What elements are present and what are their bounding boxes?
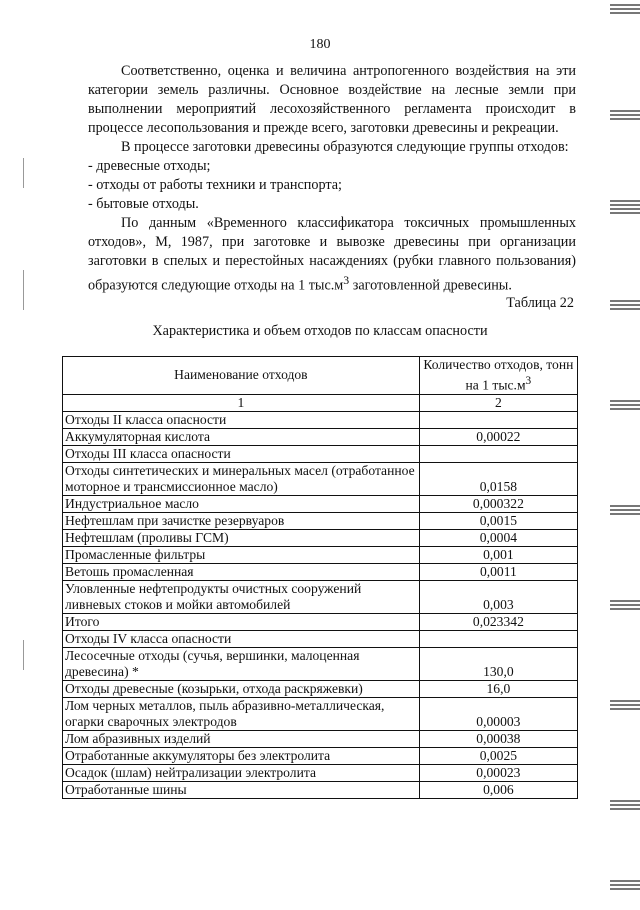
column-number: 1: [63, 394, 420, 411]
waste-quantity-cell: 0,0025: [419, 747, 577, 764]
scan-artifact: [610, 110, 640, 122]
waste-group-item: - бытовые отходы.: [88, 196, 199, 212]
table-row: [63, 697, 578, 730]
paragraph-1: Соответственно, оценка и величина антропогенного воздействия на эти категории земель различны. Основное воздействие на лесные земли при выполнении мероприятий лесохозяйственного регламента происходит в процессе лесопользования и прежде всего, заготовки древесины и рекреации.: [88, 63, 576, 136]
table-row: [63, 730, 578, 747]
scan-artifact: [610, 800, 640, 812]
scan-artifact: [610, 200, 640, 216]
table-body: [63, 411, 578, 798]
column-number: 2: [419, 394, 577, 411]
waste-quantity-cell: 0,006: [419, 781, 577, 798]
header-quantity: [419, 357, 577, 395]
table-row: [63, 529, 578, 546]
waste-quantity-cell: 16,0: [419, 680, 577, 697]
waste-quantity-cell: [419, 445, 577, 462]
table-row: [63, 512, 578, 529]
table-row: [63, 747, 578, 764]
scan-artifact: [610, 600, 640, 612]
table-row: [63, 630, 578, 647]
waste-quantity-cell: 0,023342: [419, 613, 577, 630]
waste-name-cell: Отходы древесные (козырьки, отхода раскряжевки): [63, 680, 420, 697]
waste-name-cell: Отходы II класса опасности: [63, 411, 420, 428]
waste-quantity-cell: 0,00022: [419, 428, 577, 445]
table-header-row: [63, 357, 578, 395]
waste-name-cell: Отработанные аккумуляторы без электролита: [63, 747, 420, 764]
table-title: Характеристика и объем отходов по классам опасности: [152, 323, 488, 339]
page-number: 180: [309, 37, 331, 52]
table-row: [63, 647, 578, 680]
waste-name-cell: Ветошь промасленная: [63, 563, 420, 580]
waste-name-cell: Уловленные нефтепродукты очистных сооружений ливневых стоков и мойки автомобилей: [63, 580, 420, 613]
scan-artifact: [610, 880, 640, 892]
table-row: [63, 428, 578, 445]
scan-artifact: [610, 400, 640, 412]
waste-name-cell: Нефтешлам (проливы ГСМ): [63, 529, 420, 546]
table-label: Таблица 22: [506, 295, 574, 311]
table-row: [63, 445, 578, 462]
waste-quantity-cell: [419, 411, 577, 428]
waste-quantity-cell: 0,001: [419, 546, 577, 563]
table-row: [63, 764, 578, 781]
table-row: [63, 580, 578, 613]
waste-quantity-cell: 0,0158: [419, 462, 577, 495]
table-row: [63, 495, 578, 512]
scan-margin-line: [23, 270, 24, 310]
waste-name-cell: Индустриальное масло: [63, 495, 420, 512]
waste-name-cell: Аккумуляторная кислота: [63, 428, 420, 445]
table-row: [63, 680, 578, 697]
header-name: Наименование отходов: [63, 357, 420, 395]
scan-artifact: [610, 4, 640, 16]
waste-name-cell: Нефтешлам при зачистке резервуаров: [63, 512, 420, 529]
waste-name-cell: Итого: [63, 613, 420, 630]
waste-quantity-cell: 0,00038: [419, 730, 577, 747]
scan-margin-line: [23, 158, 24, 188]
waste-quantity-cell: 0,003: [419, 580, 577, 613]
waste-name-cell: Отработанные шины: [63, 781, 420, 798]
paragraph-3-end: заготовленной древесины.: [349, 277, 512, 294]
waste-name-cell: Промасленные фильтры: [63, 546, 420, 563]
table-row: [63, 781, 578, 798]
waste-name-cell: Осадок (шлам) нейтрализации электролита: [63, 764, 420, 781]
table-row: [63, 613, 578, 630]
paragraph-3-text: По данным «Временного классификатора токсичных промышленных отходов», М, 1987, при заготовке и вывозке древесины при организации заготовки в спелых и перестойных насаждениях (рубки главного пользования) образуются следующие отходы на 1 тыс.м: [88, 215, 576, 294]
table-row: [63, 411, 578, 428]
waste-name-cell: Лом абразивных изделий: [63, 730, 420, 747]
waste-group-item: - отходы от работы техники и транспорта;: [88, 177, 342, 193]
waste-quantity-cell: [419, 630, 577, 647]
scan-artifact: [610, 700, 640, 712]
paragraph-3-sup: 3: [343, 273, 350, 287]
table-row: [63, 462, 578, 495]
waste-quantity-cell: 130,0: [419, 647, 577, 680]
waste-group-item: - древесные отходы;: [88, 158, 211, 174]
waste-name-cell: Отходы синтетических и минеральных масел (отработанное моторное и трансмиссионное масло): [63, 462, 420, 495]
table-column-numbers: [63, 394, 578, 411]
waste-name-cell: Отходы III класса опасности: [63, 445, 420, 462]
table-row: [63, 563, 578, 580]
waste-quantity-cell: 0,000322: [419, 495, 577, 512]
scan-margin-line: [23, 640, 24, 670]
header-quantity-text: Количество отходов, тонн на 1 тыс.м: [423, 357, 574, 393]
scan-artifact: [610, 505, 640, 517]
table-row: [63, 546, 578, 563]
waste-quantity-cell: 0,00003: [419, 697, 577, 730]
paragraph-2: В процессе заготовки древесины образуются следующие группы отходов:: [121, 139, 569, 155]
header-quantity-sup: 3: [525, 375, 532, 387]
waste-table: [62, 356, 578, 799]
waste-name-cell: Лесосечные отходы (сучья, вершинки, малоценная древесина) *: [63, 647, 420, 680]
scan-artifact: [610, 300, 640, 312]
waste-quantity-cell: 0,0011: [419, 563, 577, 580]
waste-name-cell: Отходы IV класса опасности: [63, 630, 420, 647]
waste-name-cell: Лом черных металлов, пыль абразивно-металлическая, огарки сварочных электродов: [63, 697, 420, 730]
body-text: [88, 62, 576, 296]
waste-quantity-cell: 0,0015: [419, 512, 577, 529]
waste-quantity-cell: 0,00023: [419, 764, 577, 781]
paragraph-3: [88, 214, 576, 296]
waste-quantity-cell: 0,0004: [419, 529, 577, 546]
